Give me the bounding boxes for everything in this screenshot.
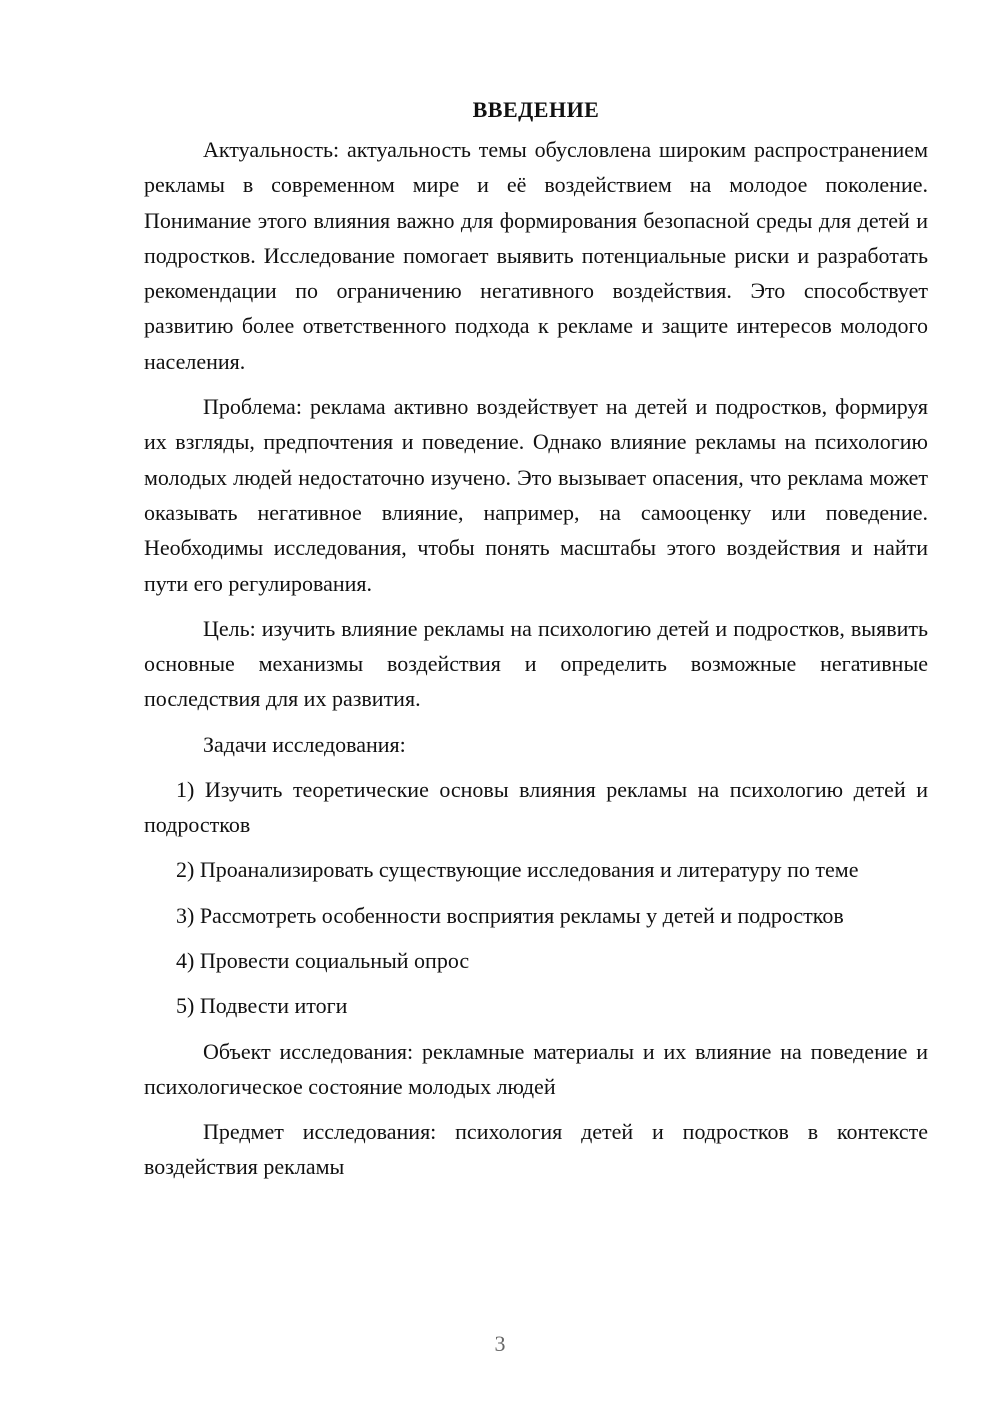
subject-paragraph: Предмет исследования: психология детей и подростков в контексте воздействия рекламы xyxy=(144,1119,928,1180)
task-item: 5) Подвести итоги xyxy=(176,993,348,1019)
tasks-heading: Задачи исследования: xyxy=(203,731,406,757)
relevance-paragraph: Актуальность: актуальность темы обусловлена широким распространением рекламы в современном мире и её воздействием на молодое поколение. Понимание этого влияния важно для формирования безопасной среды для детей и подростков. Исследование помогает выявить потенциальные риски и разработать рекомендации по ограничению негативного воздействия. Это способствует развитию более ответственного подхода к рекламе и защите интересов молодого населения. xyxy=(144,137,928,374)
task-item: 4) Провести социальный опрос xyxy=(176,947,470,973)
section-title: ВВЕДЕНИЕ xyxy=(472,97,600,122)
problem-paragraph: Проблема: реклама активно воздействует на детей и подростков, формируя их взгляды, предпочтения и поведение. Однако влияние рекламы на психологию молодых людей недостаточно изучено. Это вызывает опасения, что реклама может оказывать негативное влияние, например, на самооценку или поведение. Необходимы исследования, чтобы понять масштабы этого воздействия и найти пути его регулирования. xyxy=(144,394,928,596)
task-item: 1) Изучить теоретические основы влияния рекламы на психологию детей и подростков xyxy=(144,776,928,838)
goal-paragraph: Цель: изучить влияние рекламы на психологию детей и подростков, выявить основные механизмы воздействия и определить возможные негативные последствия для их развития. xyxy=(144,615,928,712)
page-number: 3 xyxy=(494,1331,506,1356)
task-item: 3) Рассмотреть особенности восприятия рекламы у детей и подростков xyxy=(176,902,844,928)
object-paragraph: Объект исследования: рекламные материалы и их влияние на поведение и психологическое состояние молодых людей xyxy=(144,1038,928,1099)
task-item: 2) Проанализировать существующие исследования и литературу по теме xyxy=(176,857,859,883)
document-page xyxy=(144,92,928,1195)
